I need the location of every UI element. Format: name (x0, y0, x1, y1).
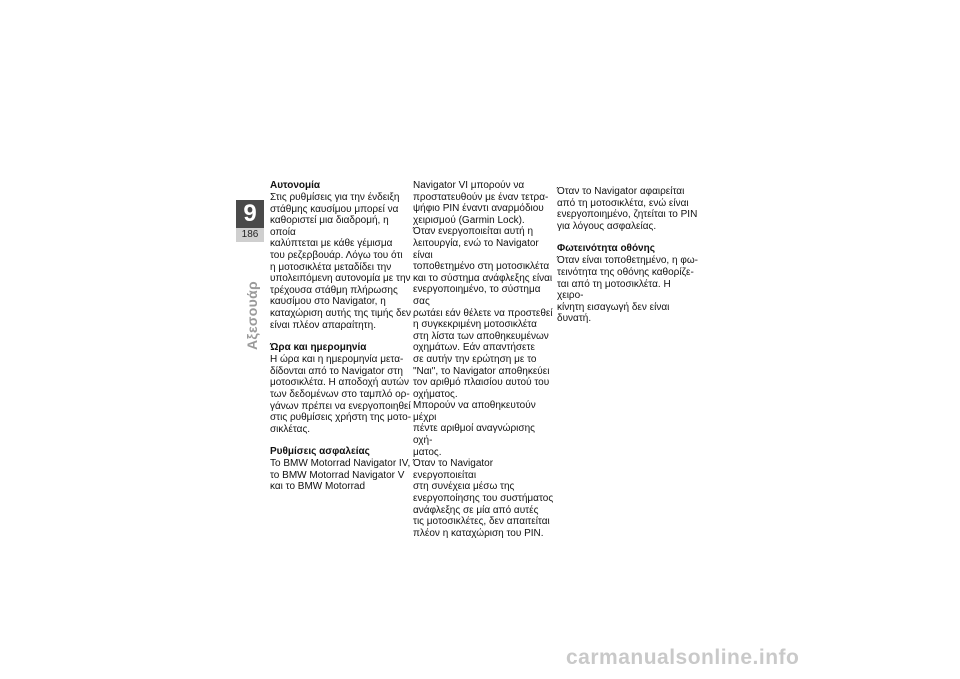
paragraph-pin-removal: Όταν το Navigator αφαιρείται από τη μοτοσικλέτα, ενώ είναι ενεργοποιημένο, ζητείται το PIN για λόγους ασφαλείας. (557, 186, 698, 232)
text-column-2 (413, 180, 555, 539)
paragraph-screen-brightness: Όταν είναι τοποθετημένο, η φω- τεινότητα της οθόνης καθορίζε- ται από τη μοτοσικλέτα. Η χειρο- κίνητη εισαγωγή δεν είναι δυνατή. (557, 255, 698, 325)
heading-range: Αυτονομία (270, 180, 321, 191)
text-column-1 (270, 180, 412, 493)
paragraph-security-intro: Το BMW Motorrad Navigator IV, το BMW Motorrad Navigator V και το BMW Motorrad (270, 458, 411, 493)
text-column-3 (557, 186, 699, 325)
site-watermark: carmanualsonline.info (566, 646, 800, 669)
chapter-title-vertical: Αξεσουάρ (244, 281, 260, 350)
paragraph-time-date: Η ώρα και η ημερομηνία μετα- δίδονται από το Navigator στη μοτοσικλέτα. Η αποδοχή αυτών των δεδομένων στο ταμπλό ορ- γάνων πρέπει να ενεργοποιηθεί στις ρυθμίσεις χρήστη της μοτο- σικλέτας. (270, 354, 412, 435)
page-number: 186 (236, 228, 264, 242)
heading-screen-brightness: Φωτεινότητα οθόνης (557, 243, 655, 255)
paragraph-range: Στις ρυθμίσεις για την ένδειξη στάθμης καυσίμου μπορεί να καθοριστεί μια διαδρομή, η οποία καλύπτεται με κάθε γέμισμα του ρεζερβουάρ. Λόγω του ότι η μοτοσικλέτα μεταδίδει την υπολειπόμενη αυτονομία με την τρέχουσα στάθμη πλήρωσης καυσίμου στο Navigator, η καταχώριση αυτής της τιμής δεν είναι πλέον απαραίτητη. (270, 192, 412, 331)
paragraph-security-details: Navigator VI μπορούν να προστατευθούν με έναν τετρα- ψήφιο PIN έναντι αναρμόδιου χειρισμού (Garmin Lock). Όταν ενεργοποιείται αυτή η λειτουργία, ενώ το Navigator είναι τοποθετημένο στη μοτοσικλέτα και το σύστημα ανάφλεξης είναι ενεργοποιημένο, το σύστημα σας ρωτάει εάν θέλετε να προστεθεί η συγκεκριμένη μοτοσικλέτα στη λίστα των αποθηκευμένων οχημάτων. Εάν απαντήσετε σε αυτήν την ερώτηση με το "Ναι", το Navigator αποθηκεύει τον αριθμό πλαισίου αυτού του οχήματος. Μπορούν να αποθηκευτούν μέχρι πέντε αριθμοί αναγνώρισης οχή- ματος. Όταν το Navigator ενεργοποιείται στη συνέχεια μέσω της ενεργοποίησης του συστήματος ανάφλεξης σε μία από αυτές τις μοτοσικλέτες, δεν απαιτείται πλέον η καταχώριση του PIN. (413, 180, 554, 539)
heading-time-date: Ώρα και ημερομηνία (270, 342, 367, 354)
chapter-number-tab: 9 (236, 200, 264, 228)
heading-security-settings: Ρυθμίσεις ασφαλείας (270, 446, 370, 458)
